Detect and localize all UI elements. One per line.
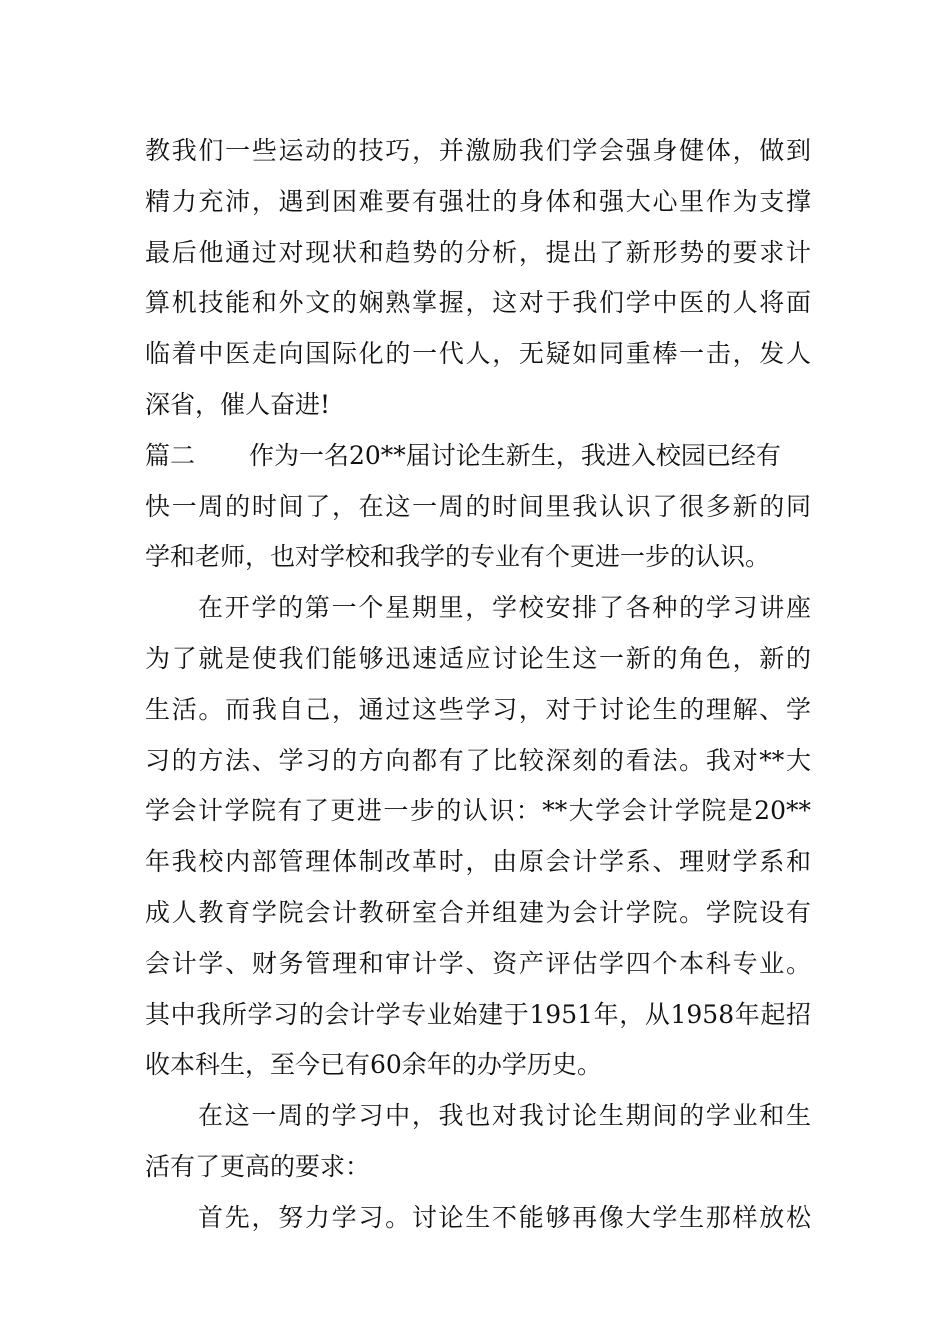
text-line: 教我们一些运动的技巧，并激励我们学会强身健体，做到 <box>145 136 811 165</box>
text-line: 深省，催人奋进! <box>145 389 331 419</box>
text-line: 年我校内部管理体制改革时，由原会计学系、理财学系和 <box>145 847 811 877</box>
section-label: 篇二 <box>145 440 196 470</box>
paragraph-first-line: 在这一周的学习中，我也对我讨论生期间的学业和生 <box>198 1101 811 1131</box>
document-body <box>145 126 811 1244</box>
text-line: 收本科生，至今已有60余年的办学历史。 <box>145 1050 602 1080</box>
text-line: 算机技能和外文的娴熟掌握，这对于我们学中医的人将面 <box>145 288 811 318</box>
text-line: 最后他通过对现状和趋势的分析，提出了新形势的要求计 <box>145 237 811 267</box>
text-line: 精力充沛，遇到困难要有强壮的身体和强大心里作为支撑 <box>145 186 811 216</box>
paragraph-first-line: 在开学的第一个星期里，学校安排了各种的学习讲座 <box>198 593 811 623</box>
text-line: 成人教育学院会计教研室合并组建为会计学院。学院设有 <box>145 897 811 927</box>
text-line: 习的方法、学习的方向都有了比较深刻的看法。我对**大 <box>145 745 811 775</box>
text-line: 临着中医走向国际化的一代人，无疑如同重棒一击，发人 <box>145 339 811 369</box>
paragraph-first-line: 首先，努力学习。讨论生不能够再像大学生那样放松 <box>198 1202 811 1232</box>
text-line: 学会计学院有了更进一步的认识：**大学会计学院是20** <box>145 796 811 826</box>
section-first-line: 作为一名20**届讨论生新生，我进入校园已经有 <box>249 440 781 470</box>
section-heading-line <box>145 431 811 482</box>
text-line: 快一周的时间了，在这一周的时间里我认识了很多新的同 <box>145 491 811 521</box>
text-line: 活有了更高的要求： <box>145 1151 371 1181</box>
text-line: 会计学、财务管理和审计学、资产评估学四个本科专业。 <box>145 948 811 978</box>
text-line: 其中我所学习的会计学专业始建于1951年，从1958年起招 <box>145 999 811 1029</box>
text-line: 生活。而我自己，通过这些学习，对于讨论生的理解、学 <box>145 694 811 724</box>
text-line: 学和老师，也对学校和我学的专业有个更进一步的认识。 <box>145 542 771 572</box>
text-line: 为了就是使我们能够迅速适应讨论生这一新的角色，新的 <box>145 643 811 673</box>
